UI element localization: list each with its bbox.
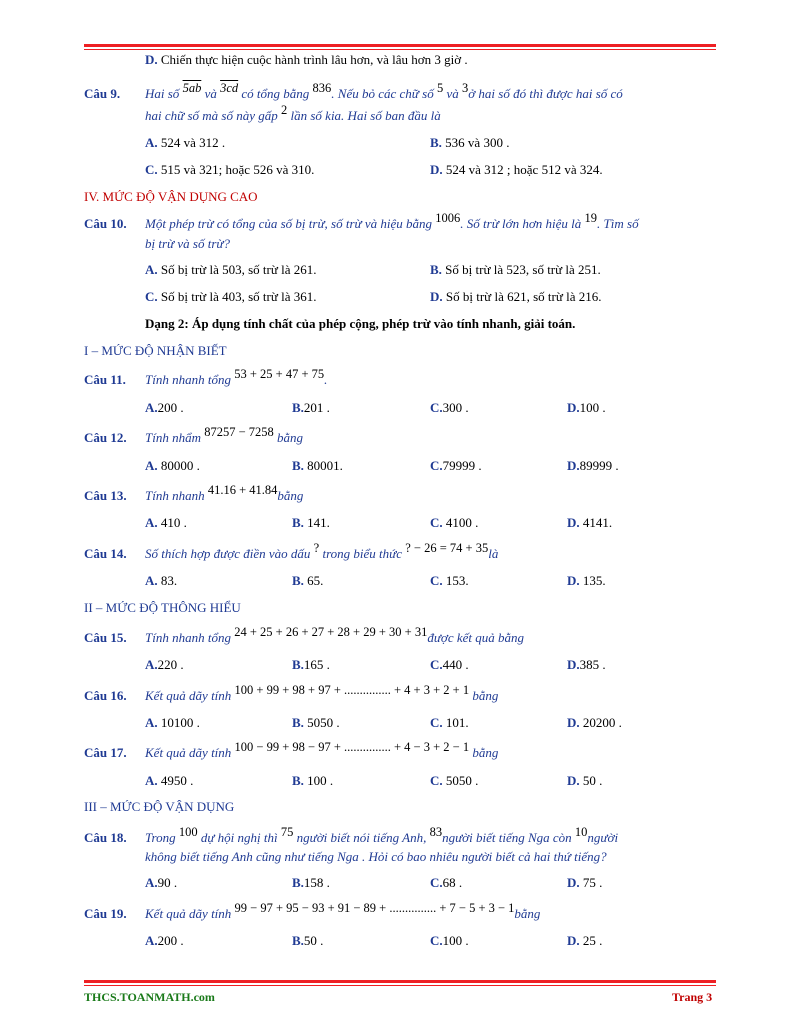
question-16-text: Kết quả dãy tính 100 + 99 + 98 + 97 + ............... + 4 + 3 + 2 + 1 bằng	[145, 683, 499, 703]
option-b[interactable]: B. 536 và 300 .	[430, 135, 510, 150]
option-a[interactable]: A.200 .	[145, 933, 184, 948]
question-11: Câu 11.	[84, 372, 126, 387]
option-c[interactable]: C. 101.	[430, 715, 469, 730]
option-b[interactable]: B. Số bị trừ là 523, số trừ là 251.	[430, 262, 601, 277]
question-19: Câu 19.	[84, 906, 127, 921]
option-d[interactable]: D.385 .	[567, 657, 606, 672]
option-a[interactable]: A.220 .	[145, 657, 184, 672]
option-a[interactable]: A. 4950 .	[145, 773, 194, 788]
option-a[interactable]: A. 524 và 312 .	[145, 135, 226, 150]
question-12: Câu 12.	[84, 430, 127, 445]
question-9	[84, 86, 120, 102]
option-d[interactable]: D. 20200 .	[567, 715, 622, 730]
option-a[interactable]: A. 83.	[145, 573, 178, 588]
section-heading-ii: II – MỨC ĐỘ THÔNG HIỂU	[84, 600, 241, 615]
option-d[interactable]: D.100 .	[567, 400, 606, 415]
question-10-text: Một phép trừ có tổng của số bị trừ, số trừ và hiệu bằng 1006. Số trừ lớn hơn hiệu là 19. Tìm số	[145, 211, 639, 231]
option-b[interactable]: B. 65.	[292, 573, 324, 588]
option-b[interactable]: B.201 .	[292, 400, 330, 415]
question-number: Câu 9.	[84, 86, 121, 101]
option-a[interactable]: A.200 .	[145, 400, 184, 415]
option-c[interactable]: C. 4100 .	[430, 515, 479, 530]
option-b[interactable]: B.50 .	[292, 933, 324, 948]
question-9-text-2: hai chữ số mà số này gấp 2 lần số kia. Hai số ban đầu là	[145, 103, 441, 123]
option-c[interactable]: C.79999 .	[430, 458, 482, 473]
question-9-text: Hai số 5ab và 3cd có tổng bằng 836. Nếu bỏ các chữ số 5 và 3ở hai số đó thì được hai số có	[145, 81, 623, 101]
option-b[interactable]: B. 100 .	[292, 773, 334, 788]
footer-rule	[84, 980, 716, 986]
question-13: Câu 13.	[84, 488, 127, 503]
topic-heading: Dạng 2: Áp dụng tính chất của phép cộng, phép trừ vào tính nhanh, giải toán.	[145, 316, 576, 331]
footer-site-link[interactable]: THCS.TOANMATH.com	[84, 990, 215, 1004]
option-a[interactable]: A.90 .	[145, 875, 178, 890]
option-b[interactable]: B. 141.	[292, 515, 330, 530]
option-d[interactable]: D. Số bị trừ là 621, số trừ là 216.	[430, 289, 602, 304]
option-b[interactable]: B. 80001.	[292, 458, 343, 473]
option-c[interactable]: C.300 .	[430, 400, 469, 415]
question-15: Câu 15.	[84, 630, 127, 645]
question-14: Câu 14.	[84, 546, 127, 561]
page-number: Trang 3	[672, 990, 713, 1004]
question-11-text: Tính nhanh tổng 53 + 25 + 47 + 75.	[145, 367, 328, 387]
option-c[interactable]: C. 515 và 321; hoặc 526 và 310.	[145, 162, 315, 177]
option-c[interactable]: C.100 .	[430, 933, 469, 948]
option-a[interactable]: A. 10100 .	[145, 715, 200, 730]
section-heading-iii: III – MỨC ĐỘ VẬN DỤNG	[84, 799, 235, 814]
option-d[interactable]: D. 524 và 312 ; hoặc 512 và 324.	[430, 162, 603, 177]
option-d[interactable]: D. 50 .	[567, 773, 603, 788]
section-heading-i: I – MỨC ĐỘ NHẬN BIẾT	[84, 343, 227, 358]
option-a[interactable]: A. 80000 .	[145, 458, 200, 473]
question-10: Câu 10.	[84, 216, 127, 231]
question-17: Câu 17.	[84, 745, 127, 760]
question-12-text: Tính nhẩm 87257 − 7258 bằng	[145, 425, 304, 445]
option-d[interactable]: D.89999 .	[567, 458, 619, 473]
option-c[interactable]: C.440 .	[430, 657, 469, 672]
question-13-text: Tính nhanh 41.16 + 41.84bằng	[145, 483, 304, 503]
question-17-text: Kết quả dãy tính 100 − 99 + 98 − 97 + ............... + 4 − 3 + 2 − 1 bằng	[145, 740, 499, 760]
option-line	[145, 52, 468, 68]
option-d[interactable]: D. 75 .	[567, 875, 603, 890]
option-c[interactable]: C. 5050 .	[430, 773, 479, 788]
question-18: Câu 18.	[84, 830, 127, 845]
option-a[interactable]: A. 410 .	[145, 515, 187, 530]
question-10-text-2: bị trừ và số trừ?	[145, 236, 230, 251]
option-d[interactable]: D. 135.	[567, 573, 606, 588]
option-c[interactable]: C. Số bị trừ là 403, số trừ là 361.	[145, 289, 317, 304]
header-rule	[84, 44, 716, 50]
option-text: Chiến thực hiện cuộc hành trình lâu hơn, và lâu hơn 3 giờ .	[160, 52, 468, 67]
option-d[interactable]: D. 25 .	[567, 933, 603, 948]
question-18-text: Trong 100 dự hội nghị thì 75 người biết nói tiếng Anh, 83người biết tiếng Nga còn 10người	[145, 825, 619, 845]
option-d[interactable]: D. 4141.	[567, 515, 613, 530]
question-19-text: Kết quả dãy tính 99 − 97 + 95 − 93 + 91 − 89 + ............... + 7 − 5 + 3 − 1bằng	[145, 901, 541, 921]
option-b[interactable]: B. 5050 .	[292, 715, 340, 730]
option-c[interactable]: C. 153.	[430, 573, 469, 588]
option-c[interactable]: C.68 .	[430, 875, 463, 890]
option-label: D.	[145, 52, 158, 67]
option-b[interactable]: B.158 .	[292, 875, 330, 890]
section-heading-iv: IV. MỨC ĐỘ VẬN DỤNG CAO	[84, 189, 258, 204]
question-14-text: Số thích hợp được điền vào dấu ? trong biểu thức ? − 26 = 74 + 35là	[145, 541, 499, 561]
option-a[interactable]: A. Số bị trừ là 503, số trừ là 261.	[145, 262, 317, 277]
question-18-text-2: không biết tiếng Anh cũng như tiếng Nga . Hỏi có bao nhiêu người biết cả hai thứ tiếng?	[145, 849, 607, 864]
option-b[interactable]: B.165 .	[292, 657, 330, 672]
question-15-text: Tính nhanh tổng 24 + 25 + 26 + 27 + 28 + 29 + 30 + 31được kết quả bằng	[145, 625, 525, 645]
question-16: Câu 16.	[84, 688, 127, 703]
